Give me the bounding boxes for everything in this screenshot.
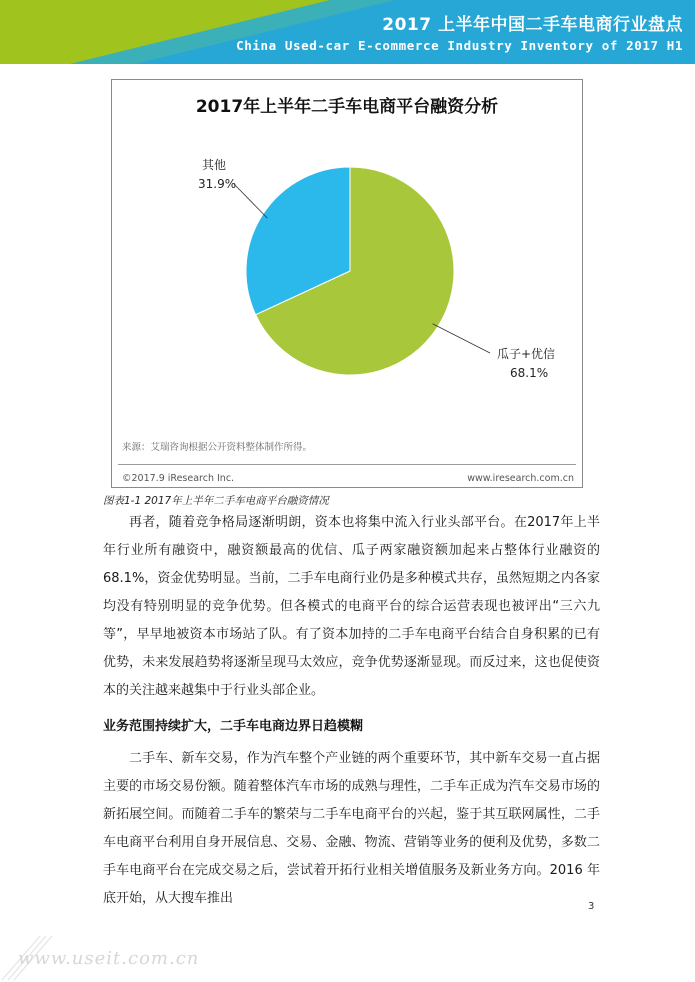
page-header [0, 0, 695, 64]
slice-label-guazi-name: 瓜子+优信 [497, 347, 556, 361]
section-heading: 业务范围持续扩大，二手车电商边界日趋模糊 [103, 719, 364, 734]
chart-figure [111, 79, 583, 488]
slice-label-guazi-value: 68.1% [510, 366, 549, 380]
figure-caption: 图表1-1 2017年上半年二手车电商平台融资情况 [103, 495, 329, 507]
page-number: 3 [588, 901, 595, 912]
header-title: 2017 上半年中国二手车电商行业盘点 [382, 15, 683, 35]
pie-chart [112, 80, 584, 435]
body-text [103, 509, 600, 913]
website-text: www.iresearch.com.cn [467, 473, 574, 484]
leader-line-1 [234, 184, 267, 218]
source-note: 来源：艾瑞咨询根据公开资料整体制作所得。 [122, 442, 313, 453]
slice-label-other-name: 其他 [202, 158, 227, 172]
slice-label-other-value: 31.9% [198, 177, 237, 191]
leader-line-0 [433, 324, 490, 353]
copyright-text: ©2017.9 iResearch Inc. [122, 473, 235, 484]
paragraph-2: 二手车、新车交易，作为汽车整个产业链的两个重要环节，其中新车交易一直占据主要的市场交易份额。随着整体汽车市场的成熟与理性，二手车正成为汽车交易市场的新拓展空间。而随着二手车的繁荣与二手车电商平台的兴起，鉴于其互联网属性，二手车电商平台利用自身开展信息、交易、金融、物流、营销等业务的便利及优势，多数二手车电商平台在完成交易之后，尝试着开拓行业相关增值服务及新业务方向。2016 年底开始，从大搜车推出 [103, 751, 600, 906]
figure-divider [118, 464, 576, 465]
header-subtitle: China Used-car E-commerce Industry Inventory of 2017 H1 [236, 38, 683, 53]
paragraph-1: 再者，随着竞争格局逐渐明朗，资本也将集中流入行业头部平台。在2017年上半年行业所有融资中，融资额最高的优信、瓜子两家融资额加起来占整体行业融资的68.1%，资金优势明显。当前，二手车电商行业仍是多种模式共存，虽然短期之内各家均没有特别明显的竞争优势。但各模式的电商平台的综合运营表现也被评出“三六九等”，早早地被资本市场站了队。有了资本加持的二手车电商平台结合自身积累的已有优势，未来发展趋势将逐渐呈现马太效应，竞争优势逐渐显现。而反过来，这也促使资本的关注越来越集中于行业头部企业。 [103, 515, 600, 698]
chart-title: 2017年上半年二手车电商平台融资分析 [195, 97, 499, 117]
watermark-text: www.useit.com.cn [18, 948, 200, 969]
